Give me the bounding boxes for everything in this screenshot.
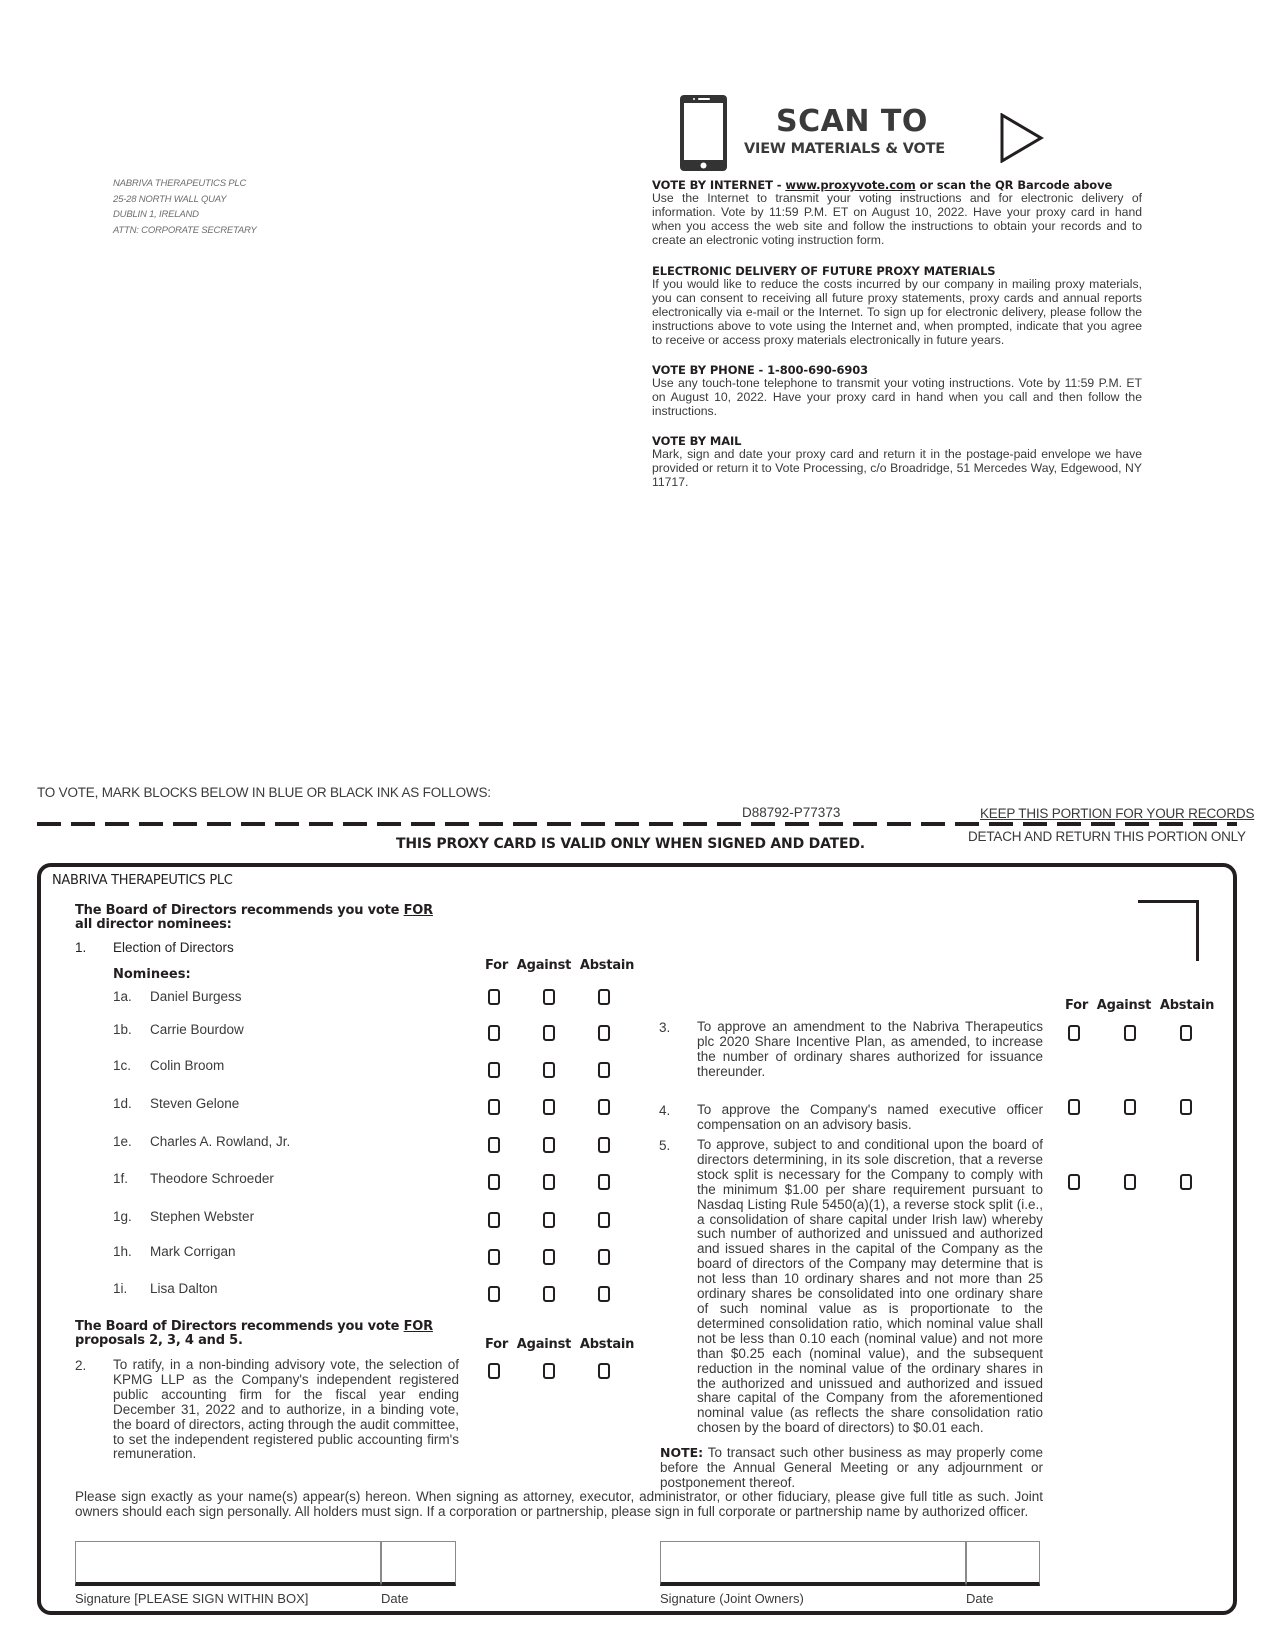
rec-prefix: The Board of Directors recommends you vote <box>75 1319 404 1334</box>
column-against: Against <box>1096 998 1152 1013</box>
nominee-id: 1a. <box>113 989 132 1004</box>
vote-by-phone-body: Use any touch-tone telephone to transmit your voting instructions. Vote by 11:59 P.M. ET on August 10, 2022. Have your proxy card in hand when you call and then follow the instructions. <box>652 376 1142 418</box>
checkbox-1d-for[interactable] <box>488 1099 500 1115</box>
proposal-1-label: Election of Directors <box>113 940 234 955</box>
checkbox-1d-abstain[interactable] <box>598 1099 610 1115</box>
checkbox-2-for[interactable] <box>488 1363 500 1379</box>
sign-instructions: Please sign exactly as your name(s) appear(s) hereon. When signing as attorney, executor, administrator, or other fiduciary, please give full title as such. Joint owners should each sign personally. All holders must sign. If a corporation or partnership, please sign in full corporate or partnership name by authorized officer. <box>75 1489 1043 1519</box>
checkbox-1b-abstain[interactable] <box>598 1025 610 1041</box>
checkbox-1i-against[interactable] <box>543 1286 555 1302</box>
checkbox-1f-against[interactable] <box>543 1174 555 1190</box>
column-against: Against <box>516 1337 572 1352</box>
proposal-2-text: To ratify, in a non-binding advisory vote, the selection of KPMG LLP as the Company's independent registered public accounting firm for the fiscal year ending December 31, 2022 and to authorize, in a binding vote, the board of directors, acting through the audit committee, to set the independent registered public accounting firm's remuneration. <box>113 1357 459 1462</box>
checkbox-1i-abstain[interactable] <box>598 1286 610 1302</box>
note <box>660 1446 1043 1491</box>
nominee-name: Daniel Burgess <box>150 989 242 1004</box>
rec-emphasis: FOR <box>403 903 433 918</box>
company-name: NABRIVA THERAPEUTICS PLC <box>52 873 233 888</box>
valid-notice: THIS PROXY CARD IS VALID ONLY WHEN SIGNED AND DATED. <box>396 836 865 852</box>
return-address-line: DUBLIN 1, IRELAND <box>113 209 199 220</box>
checkbox-5-against[interactable] <box>1124 1174 1136 1190</box>
checkbox-1g-for[interactable] <box>488 1212 500 1228</box>
proposal-4-text: To approve the Company's named executive officer compensation on an advisory basis. <box>697 1102 1043 1132</box>
signature-date-label: Date <box>381 1591 409 1606</box>
checkbox-1c-abstain[interactable] <box>598 1062 610 1078</box>
proposal-4-number: 4. <box>659 1103 671 1118</box>
checkbox-1c-against[interactable] <box>543 1062 555 1078</box>
nominee-name: Colin Broom <box>150 1058 225 1073</box>
joint-signature-date-field[interactable] <box>966 1541 1040 1586</box>
note-text: To transact such other business as may properly come before the Annual General Meeting or any adjournment or postponement thereof. <box>660 1445 1043 1490</box>
note-label: NOTE: <box>660 1445 704 1460</box>
joint-signature-field[interactable] <box>660 1541 966 1586</box>
column-abstain: Abstain <box>579 1337 635 1352</box>
corner-registration-mark <box>1138 900 1199 961</box>
column-against: Against <box>516 958 572 973</box>
recommendation-proposals <box>75 1320 459 1348</box>
signature-label: Signature [PLEASE SIGN WITHIN BOX] <box>75 1591 309 1606</box>
checkbox-1g-against[interactable] <box>543 1212 555 1228</box>
heading-prefix: VOTE BY INTERNET - <box>652 178 786 192</box>
checkbox-1e-against[interactable] <box>543 1137 555 1153</box>
checkbox-1i-for[interactable] <box>488 1286 500 1302</box>
proposal-5-number: 5. <box>659 1138 671 1153</box>
return-address-line: ATTN: CORPORATE SECRETARY <box>113 224 257 236</box>
signature-field[interactable] <box>75 1541 381 1586</box>
vote-by-phone-heading: VOTE BY PHONE - 1-800-690-6903 <box>652 363 869 377</box>
checkbox-2-against[interactable] <box>543 1363 555 1379</box>
rec-emphasis: FOR <box>403 1319 433 1334</box>
rec-prefix: The Board of Directors recommends you vote <box>75 903 404 918</box>
signature-date-field[interactable] <box>381 1541 456 1586</box>
vote-column-headers <box>1065 998 1214 1013</box>
checkbox-1h-against[interactable] <box>543 1249 555 1265</box>
checkbox-4-against[interactable] <box>1124 1099 1136 1115</box>
proposal-3-number: 3. <box>659 1020 671 1035</box>
checkbox-1c-for[interactable] <box>488 1062 500 1078</box>
detach-portion-label: DETACH AND RETURN THIS PORTION ONLY <box>968 829 1246 844</box>
checkbox-1f-abstain[interactable] <box>598 1174 610 1190</box>
vote-column-headers <box>485 958 634 973</box>
play-arrow-icon <box>1000 113 1044 163</box>
column-abstain: Abstain <box>1159 998 1215 1013</box>
proxyvote-link[interactable]: www.proxyvote.com <box>785 178 916 192</box>
nominee-id: 1i. <box>113 1281 128 1296</box>
checkbox-4-abstain[interactable] <box>1180 1099 1192 1115</box>
checkbox-1b-against[interactable] <box>543 1025 555 1041</box>
proposal-5-text: To approve, subject to and conditional upon the board of directors determining, in its sole discretion, that a reverse stock split is necessary for the Company to comply with the minimum $1.00 per share requirement pursuant to Nasdaq Listing Rule 5450(a)(1), a reverse stock split (i.e., a consolidation of share capital under Irish law) whereby such number of authorized and unissued and authorized and issued shares in the capital of the Company as the board of directors of the Company may determine that is not less than 10 ordinary shares and not more than 25 ordinary shares be consolidated into one ordinary share of such nominal value as is proportionate to the determined consolidation ratio, which nominal value shall not be less than 0.10 each (nominal value) and not more than $0.25 each (nominal value), and the subsequent reduction in the nominal value of the ordinary shares in the authorized and unissued and authorized and issued share capital of the Company from the aforementioned nominal value (as reflects the share consolidation ratio chosen by the board of directors) to $0.01 each. <box>697 1137 1043 1436</box>
joint-signature-date-label: Date <box>966 1591 994 1606</box>
checkbox-1h-abstain[interactable] <box>598 1249 610 1265</box>
proposal-2-number: 2. <box>75 1358 87 1373</box>
checkbox-1h-for[interactable] <box>488 1249 500 1265</box>
return-address-line: 25-28 NORTH WALL QUAY <box>113 193 227 205</box>
vote-by-mail-heading: VOTE BY MAIL <box>652 434 742 448</box>
checkbox-5-abstain[interactable] <box>1180 1174 1192 1190</box>
vote-by-internet-heading <box>652 178 1142 192</box>
electronic-delivery-section <box>652 264 1142 348</box>
nominee-id: 1e. <box>113 1134 132 1149</box>
checkbox-1b-for[interactable] <box>488 1025 500 1041</box>
nominee-id: 1h. <box>113 1244 132 1259</box>
checkbox-1d-against[interactable] <box>543 1099 555 1115</box>
mark-instruction: TO VOTE, MARK BLOCKS BELOW IN BLUE OR BLACK INK AS FOLLOWS: <box>37 785 491 800</box>
nominee-id: 1c. <box>113 1058 132 1073</box>
nominee-id: 1b. <box>113 1022 132 1037</box>
nominees-header: Nominees: <box>113 967 191 982</box>
nominee-name: Charles A. Rowland, Jr. <box>150 1134 291 1149</box>
vote-by-internet-body: Use the Internet to transmit your voting instructions and for electronic delivery of information. Vote by 11:59 P.M. ET on August 10, 2022. Have your proxy card in hand when you access the web site and follow the instructions to obtain your records and to create an electronic voting instruction form. <box>652 191 1142 247</box>
scan-title: SCAN TO <box>776 104 928 139</box>
nominee-name: Steven Gelone <box>150 1096 240 1111</box>
checkbox-2-abstain[interactable] <box>598 1363 610 1379</box>
control-number: D88792-P77373 <box>742 805 841 820</box>
checkbox-1e-for[interactable] <box>488 1137 500 1153</box>
column-for: For <box>485 958 509 973</box>
column-for: For <box>485 1337 509 1352</box>
checkbox-1g-abstain[interactable] <box>598 1212 610 1228</box>
checkbox-3-for[interactable] <box>1068 1025 1080 1041</box>
scan-subtitle: VIEW MATERIALS & VOTE <box>744 141 945 157</box>
nominee-id: 1g. <box>113 1209 132 1224</box>
nominee-name: Lisa Dalton <box>150 1281 218 1296</box>
proposal-3-text: To approve an amendment to the Nabriva Therapeutics plc 2020 Share Incentive Plan, as amended, to increase the number of ordinary shares authorized for issuance thereunder. <box>697 1019 1043 1079</box>
smartphone-icon <box>679 94 728 172</box>
rec-suffix: proposals 2, 3, 4 and 5. <box>75 1333 243 1348</box>
nominee-id: 1f. <box>113 1171 129 1186</box>
checkbox-1a-against[interactable] <box>543 989 555 1005</box>
vote-column-headers <box>485 1337 634 1352</box>
checkbox-1e-abstain[interactable] <box>598 1137 610 1153</box>
electronic-delivery-heading: ELECTRONIC DELIVERY OF FUTURE PROXY MATERIALS <box>652 264 996 278</box>
nominee-name: Mark Corrigan <box>150 1244 236 1259</box>
vote-by-internet-section <box>652 178 1142 248</box>
detach-line <box>37 822 1237 826</box>
keep-portion-label: KEEP THIS PORTION FOR YOUR RECORDS <box>980 806 1255 821</box>
recommendation-directors <box>75 904 435 932</box>
rec-suffix: all director nominees: <box>75 917 232 932</box>
heading-suffix: or scan the QR Barcode above <box>915 178 1113 192</box>
nominee-id: 1d. <box>113 1096 132 1111</box>
vote-by-phone-section <box>652 363 1142 419</box>
checkbox-5-for[interactable] <box>1068 1174 1080 1190</box>
return-address-line: NABRIVA THERAPEUTICS PLC <box>113 178 247 189</box>
nominee-name: Stephen Webster <box>150 1209 255 1224</box>
nominee-name: Theodore Schroeder <box>150 1171 274 1186</box>
vote-by-mail-section <box>652 434 1142 490</box>
proposal-1-number: 1. <box>75 940 87 955</box>
checkbox-1a-for[interactable] <box>488 989 500 1005</box>
checkbox-3-against[interactable] <box>1124 1025 1136 1041</box>
checkbox-1a-abstain[interactable] <box>598 989 610 1005</box>
electronic-delivery-body: If you would like to reduce the costs incurred by our company in mailing proxy materials, you can consent to receiving all future proxy statements, proxy cards and annual reports electronically via e-mail or the Internet. To sign up for electronic delivery, please follow the instructions above to vote using the Internet and, when prompted, indicate that you agree to receive or access proxy materials electronically in future years. <box>652 277 1142 347</box>
column-abstain: Abstain <box>579 958 635 973</box>
checkbox-3-abstain[interactable] <box>1180 1025 1192 1041</box>
nominee-name: Carrie Bourdow <box>150 1022 244 1037</box>
vote-by-mail-body: Mark, sign and date your proxy card and return it in the postage-paid envelope we have provided or return it to Vote Processing, c/o Broadridge, 51 Mercedes Way, Edgewood, NY 11717. <box>652 447 1142 489</box>
checkbox-4-for[interactable] <box>1068 1099 1080 1115</box>
return-address <box>113 176 257 238</box>
joint-signature-label: Signature (Joint Owners) <box>660 1591 804 1606</box>
column-for: For <box>1065 998 1089 1013</box>
checkbox-1f-for[interactable] <box>488 1174 500 1190</box>
